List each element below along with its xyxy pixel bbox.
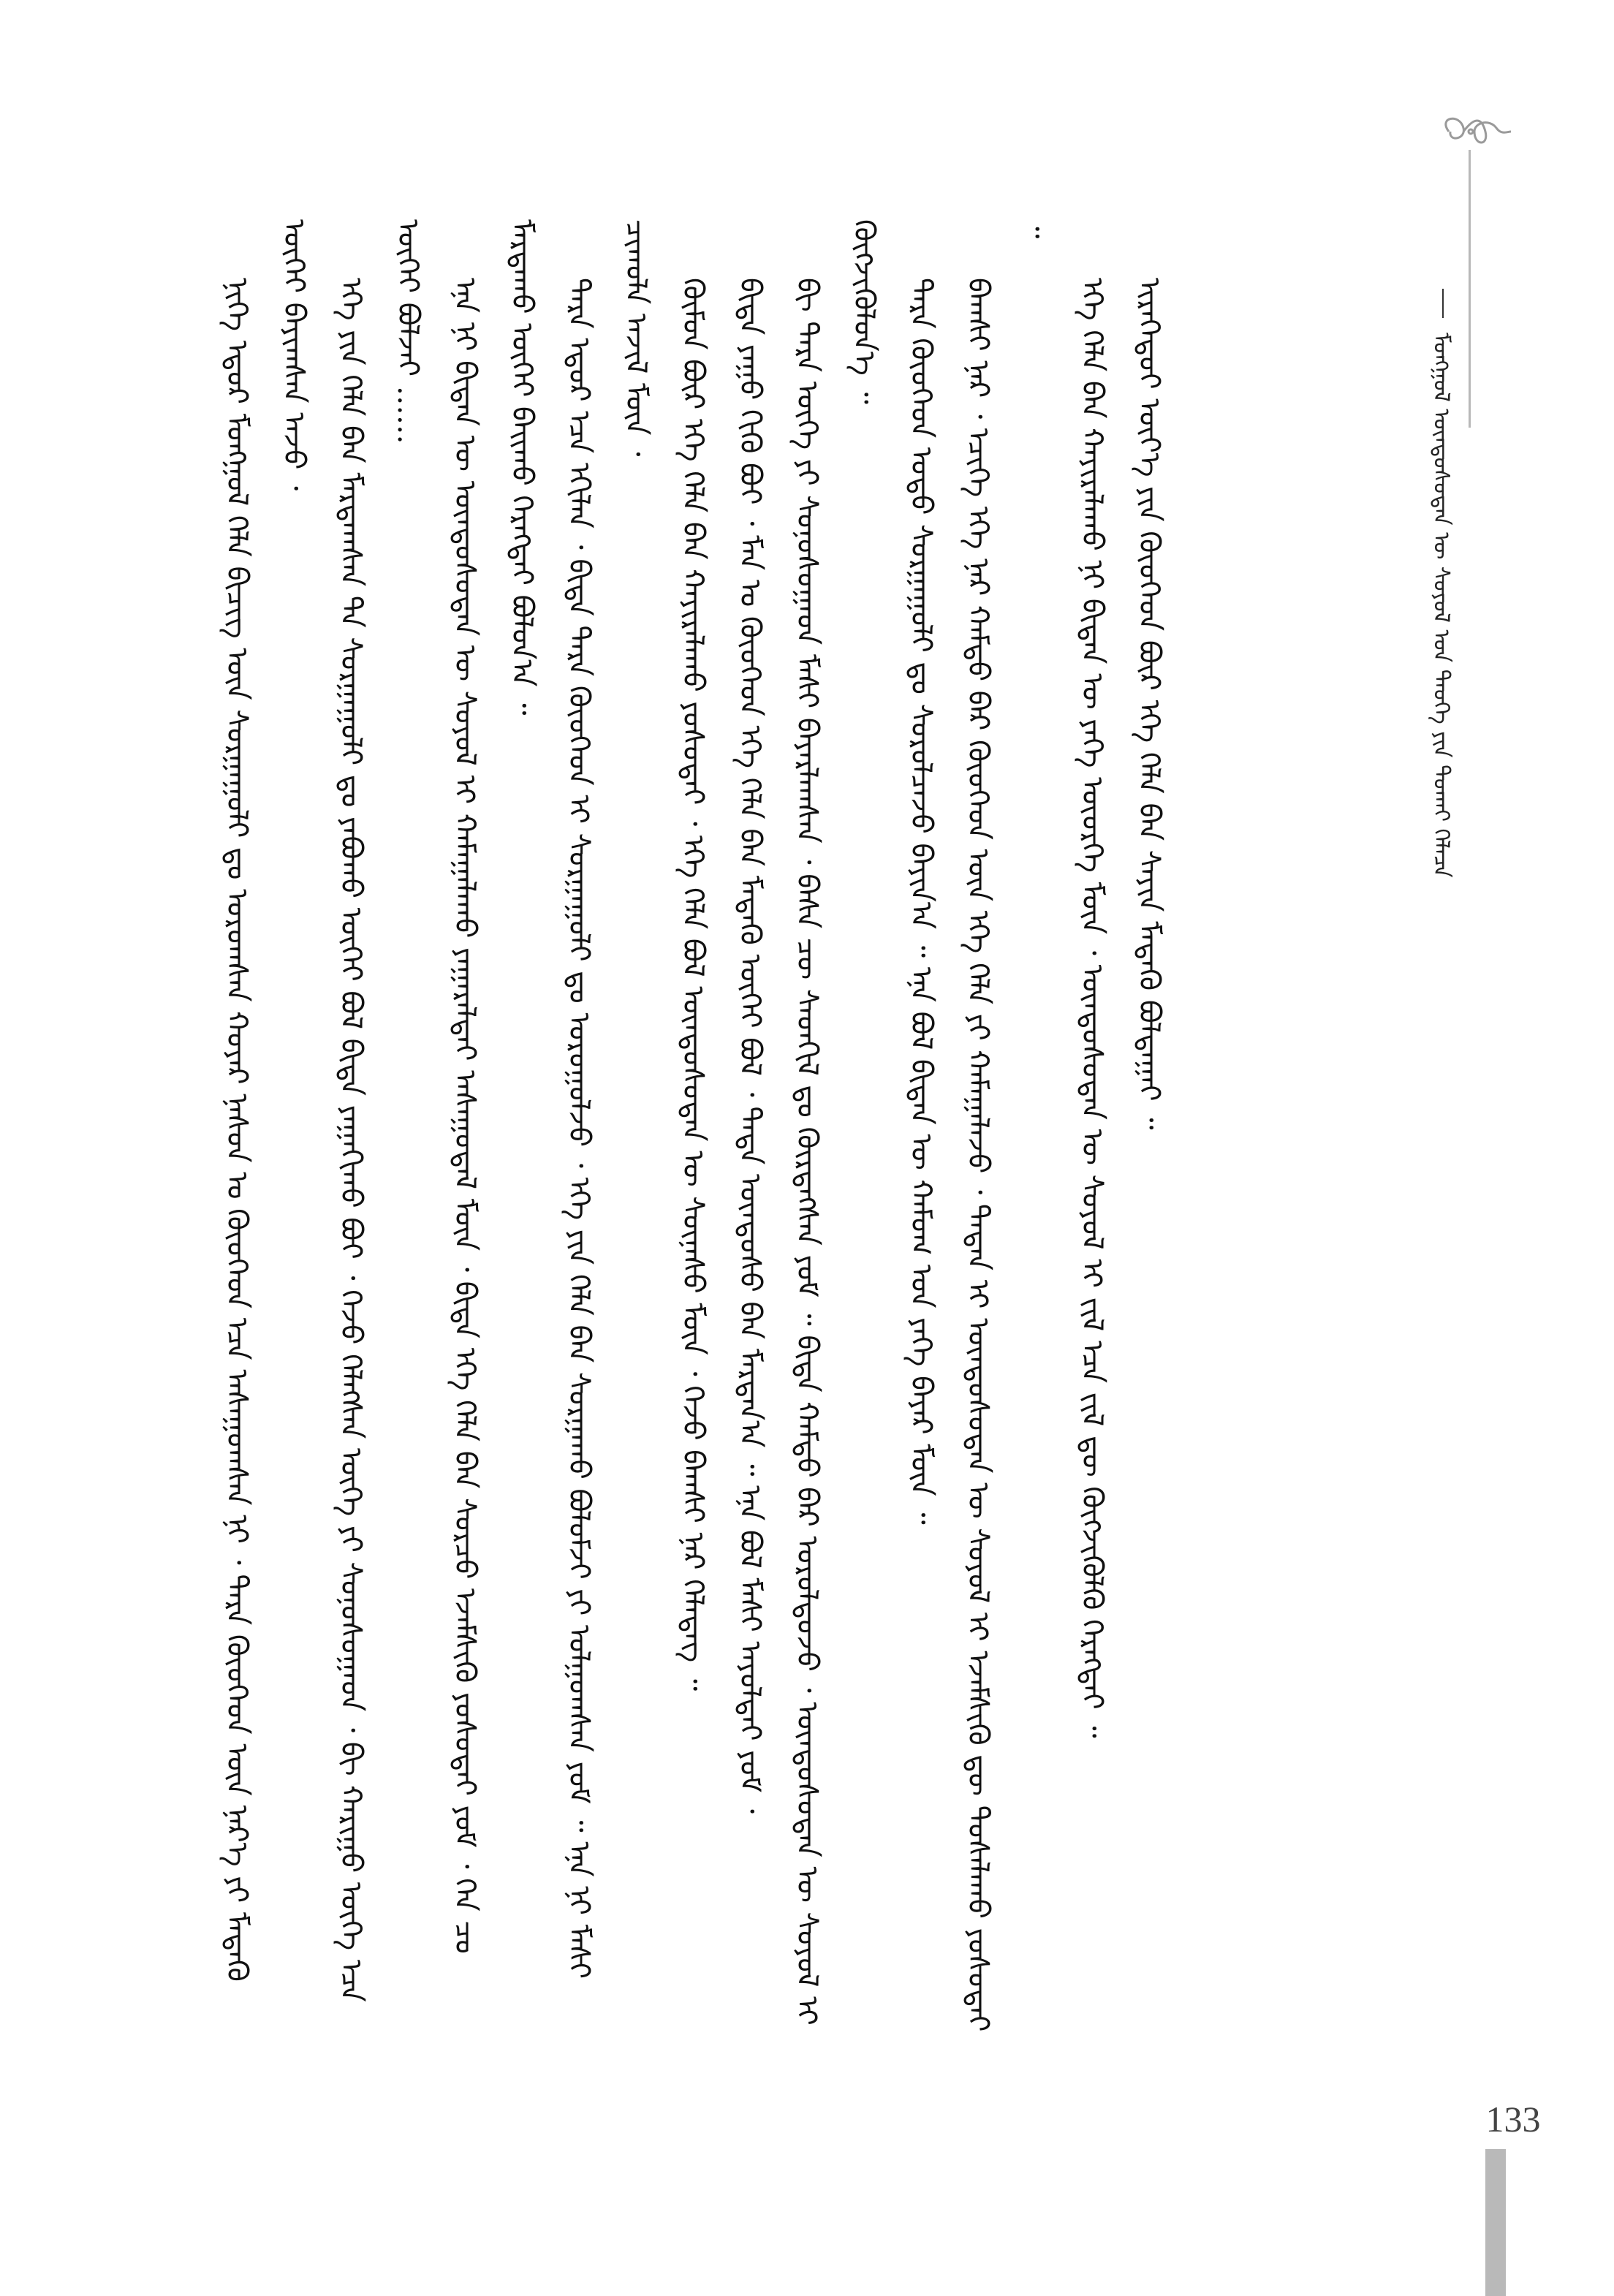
ornament-rule bbox=[1469, 150, 1471, 428]
page-number: 133 bbox=[1485, 2099, 1541, 2140]
paragraph: ᠡᠬᠡ ᠬᠡᠯᠡ ᠪᠡᠨ ᠬᠠᠶᠢᠷᠠᠯᠠᠬᠤ ᠨᠢ ᠪᠢᠳᠡᠨ ᠦ ᠶᠡᠬᠡ ᠦᠦᠷᠭᠡ ᠮᠥᠨ ᠂ ᠦᠨᠳᠦᠰᠦᠲᠡᠨ ᠦ ᠰᠣᠶᠣᠯ ᠢ ᠵᠢᠯ ᠡᠴᠡ ᠵᠢᠯ ᠳᠦ ᠬᠥᠭᠵᠢᠭᠦᠯᠬᠦ ᠬᠡᠷᠡᠭᠲᠡᠢ ᠃ bbox=[1075, 278, 1109, 1738]
body-text bbox=[208, 219, 1393, 2039]
paragraph: ᠡᠨᠡ ᠨᠢ ᠪᠢᠳᠡᠨ ᠦ ᠦᠨᠳᠦᠰᠦᠲᠡᠨ ᠦ ᠰᠣᠶᠣᠯ ᠢ ᠬᠠᠮᠠᠭᠠᠯᠠᠬᠤ ᠶᠠᠭᠠᠷᠠᠯᠲᠠᠢ ᠠᠰᠠᠭᠤᠳᠠᠯ ᠮᠥᠨ ᠂ ᠪᠢᠳᠡ ᠡᠬᠡ ᠬᠡᠯᠡ ᠪᠡᠨ ᠰᠤᠷᠴᠤ ᠡᠵᠡᠮᠰᠢᠬᠦ ᠶᠣᠰᠤᠲᠠᠢ ᠶᠤᠮ ᠂ ᠬᠡᠨ ᠴᠤ ᠮᠠᠷᠳᠠᠬᠤ ᠦᠭᠡᠢ ᠪᠠᠢᠬᠤ ᠬᠡᠷᠡᠭᠲᠡᠢ ᠪᠣᠯᠤᠨ᠎ᠠ ᠃ bbox=[448, 219, 539, 1954]
paragraph: ᠪᠠᠭᠰᠢ ᠨᠠᠷ ᠂ ᠡᠴᠢᠭᠡ ᠡᠬᠡ ᠨᠠᠷ ᠬᠠᠮᠲᠤ ᠪᠡᠷ ᠬᠦᠦᠬᠡᠳ ᠦᠨ ᠡᠬᠡ ᠬᠡᠯᠡ ᠶᠢ ᠬᠠᠮᠠᠭᠠᠯᠠᠵᠤ ᠂ ᠲᠡᠳᠡᠨ ᠢ ᠦᠨᠳᠦᠰᠦᠲᠡᠨ ᠦ ᠰᠣᠶᠣᠯ ᠢ ᠡᠵᠡᠮᠰᠢᠬᠦ ᠳᠦ ᠲᠤᠰᠠᠯᠠᠬᠤ ᠶᠣᠰᠤᠲᠠᠢ ᠃ bbox=[961, 219, 1052, 2032]
paragraph: ᠡᠬᠡ ᠶᠢᠨ ᠬᠡᠯᠡ ᠪᠡᠨ ᠮᠠᠷᠳᠠᠭᠰᠠᠨ ᠲᠠ ᠰᠤᠷᠭᠠᠭᠤᠯᠢ ᠳᠤ ᠶᠠᠪᠤᠬᠤ ᠦᠭᠡᠢ ᠪᠣᠯ ᠪᠢᠳᠡ ᠶᠠᠭᠠᠬᠢᠬᠤ ᠪᠤᠢ ᠂ ᠭᠡᠵᠦ ᠬᠡᠯᠡᠭᠰᠡᠨ ᠦᠭᠡ ᠶᠢ ᠰᠣᠨᠣᠰᠤᠭᠠᠳ ᠂ ᠪᠢ ᠬᠠᠷᠢᠭᠤ ᠦᠭᠡ ᠡᠴᠡ ᠦᠭᠡᠢ ᠪᠣᠯᠵᠠᠢ …… bbox=[334, 219, 425, 2002]
paragraph: ᠪᠢᠳᠡ ᠶᠠᠭᠤ ᠬᠢᠬᠦ ᠪᠤᠢ ᠂ ᠮᠠᠨ ᠤ ᠬᠦᠦᠬᠡᠳ ᠡᠬᠡ ᠬᠡᠯᠡ ᠪᠡᠨ ᠮᠡᠳᠡᠬᠦ ᠦᠭᠡᠢ ᠪᠣᠯ ᠂ ᠲᠡᠳᠡ ᠦᠨᠳᠦᠰᠦ ᠪᠡᠨ ᠮᠠᠷᠳᠠᠨ᠎ᠠ ᠃ ᠡᠨᠡ ᠪᠣᠯ ᠮᠠᠰᠢ ᠠᠶᠤᠯᠲᠠᠢ ᠶᠤᠮ ᠂ bbox=[733, 278, 767, 1814]
running-header bbox=[1422, 333, 1466, 990]
paragraph: ᠲᠡᠷᠡ ᠬᠦᠦᠬᠡᠳ ᠣᠳᠣ ᠰᠤᠷᠭᠠᠭᠤᠯᠢ ᠳᠤ ᠰᠤᠷᠤᠯᠴᠠᠵᠤ ᠪᠠᠶᠢᠨ᠎ᠠ ᠃ ᠡᠨᠡ ᠪᠣᠯ ᠪᠢᠳᠡᠨ ᠦ ᠬᠠᠮᠤᠭ ᠤᠨ ᠶᠡᠬᠡ ᠪᠠᠶᠠᠷ ᠮᠥᠨ ᠃ bbox=[904, 278, 938, 1525]
paragraph: ᠢᠷᠡᠭᠡᠳᠦᠢ ᠦᠶ᠎ᠡ ᠶᠢᠨ ᠬᠦᠦᠬᠡᠳ ᠪᠦᠷ ᠡᠬᠡ ᠬᠡᠯᠡ ᠪᠡᠨ ᠰᠠᠶᠢᠨ ᠮᠡᠳᠡᠬᠦ ᠪᠣᠯᠲᠠᠭᠠᠢ ᠃ bbox=[1132, 278, 1166, 1130]
paragraph: ᠲᠡᠷᠡ ᠡᠳᠦᠷ ᠡᠴᠡ ᠡᠬᠢᠯᠡᠨ ᠂ ᠪᠢᠳᠡ ᠲᠡᠷᠡ ᠬᠦᠦᠬᠡᠳ ᠢ ᠰᠤᠷᠭᠠᠭᠤᠯᠢ ᠳᠤ ᠣᠷᠤᠭᠤᠯᠵᠤ ᠂ ᠡᠬᠡ ᠶᠢᠨ ᠬᠡᠯᠡ ᠪᠡᠨ ᠰᠤᠷᠭᠠᠬᠤ ᠪᠣᠯᠤᠮᠵᠢ ᠶᠢ ᠣᠯᠭᠣᠭᠰᠠᠨ ᠶᠤᠮ ᠃ ᠡᠨᠡ ᠨᠢ ᠮᠠᠰᠢ ᠴᠢᠬᠤᠯᠠ ᠠᠵᠢᠯ ᠮᠥᠨ ᠂ bbox=[562, 219, 653, 1979]
running-title: ᠮᠣᠩᠭᠣᠯ ᠦᠨᠳᠦᠰᠦᠲᠡᠨ ᠦ ᠰᠣᠶᠣᠯ ᠤᠨ ᠲᠡᠦᠬᠡ ᠶᠢᠨ ᠲᠤᠬᠠᠢ ᠬᠡᠯᠡᠴᠡ bbox=[1428, 333, 1454, 878]
paragraph: ᠪᠢ ᠲᠡᠷᠡ ᠦᠭᠡ ᠶᠢ ᠰᠣᠨᠣᠰᠤᠭᠠᠳ ᠮᠠᠰᠢ ᠪᠠᠶᠠᠷᠯᠠᠭᠰᠠᠨ ᠂ ᠪᠠᠰᠠ ᠴᠦ ᠰᠡᠳᠬᠢᠯ ᠳᠤ ᠬᠦᠷᠲᠡᠭᠰᠡᠨ ᠶᠤᠮ ᠃ ᠪᠢᠳᠡ ᠬᠠᠮᠲᠤ ᠪᠡᠷ ᠣᠷᠤᠯᠳᠤᠵᠤ ᠂ ᠦᠨᠳᠦᠰᠦᠲᠡᠨ ᠦ ᠰᠣᠶᠣᠯ ᠢ ᠬᠥᠭᠵᠢᠭᠦᠯᠦᠨ᠎ᠡ ᠃ bbox=[790, 219, 881, 2026]
header-dash bbox=[1442, 289, 1444, 318]
side-thumb-tab bbox=[1485, 2149, 1506, 2296]
ornament-flourish-icon bbox=[1434, 110, 1515, 154]
paragraph: ᠨᠢᠭᠡ ᠡᠳᠦᠷ ᠮᠣᠩᠭᠣᠯ ᠬᠡᠯᠡ ᠪᠢᠴᠢᠭ ᠦᠨ ᠰᠤᠷᠭᠠᠭᠤᠯᠢ ᠳᠤ ᠣᠷᠣᠭᠰᠠᠨ ᠬᠣᠶᠠᠷ ᠨᠠᠰᠤᠨ ᠤ ᠬᠦᠦᠬᠡᠳ ᠡᠴᠡ ᠠᠰᠠᠭᠤᠭᠰᠠᠨ ᠨᠢ ᠂ ᠲᠡᠷᠡ ᠬᠦᠦᠬᠡᠳ ᠦᠨ ᠨᠡᠷ᠎ᠡ ᠶᠢ ᠮᠡᠳᠡᠬᠦ ᠦᠭᠡᠢ ᠪᠠᠶᠢᠭᠰᠠᠨ ᠠᠵᠤ ᠂ bbox=[220, 219, 311, 1982]
paragraph: ᠬᠦᠮᠦᠨ ᠪᠦᠷ ᠡᠬᠡ ᠬᠡᠯᠡ ᠪᠡᠨ ᠬᠠᠶᠢᠷᠠᠯᠠᠬᠤ ᠶᠣᠰᠤᠲᠠᠢ ᠂ ᠡᠬᠡ ᠬᠡᠯᠡ ᠪᠣᠯ ᠦᠨᠳᠦᠰᠦᠲᠡᠨ ᠦ ᠰᠦᠨᠡᠰᠦ ᠮᠥᠨ ᠂ ᠭᠡᠵᠦ ᠪᠠᠭᠰᠢ ᠨᠠᠷ ᠬᠡᠯᠡᠳᠡᠭ ᠃ bbox=[676, 278, 710, 1691]
